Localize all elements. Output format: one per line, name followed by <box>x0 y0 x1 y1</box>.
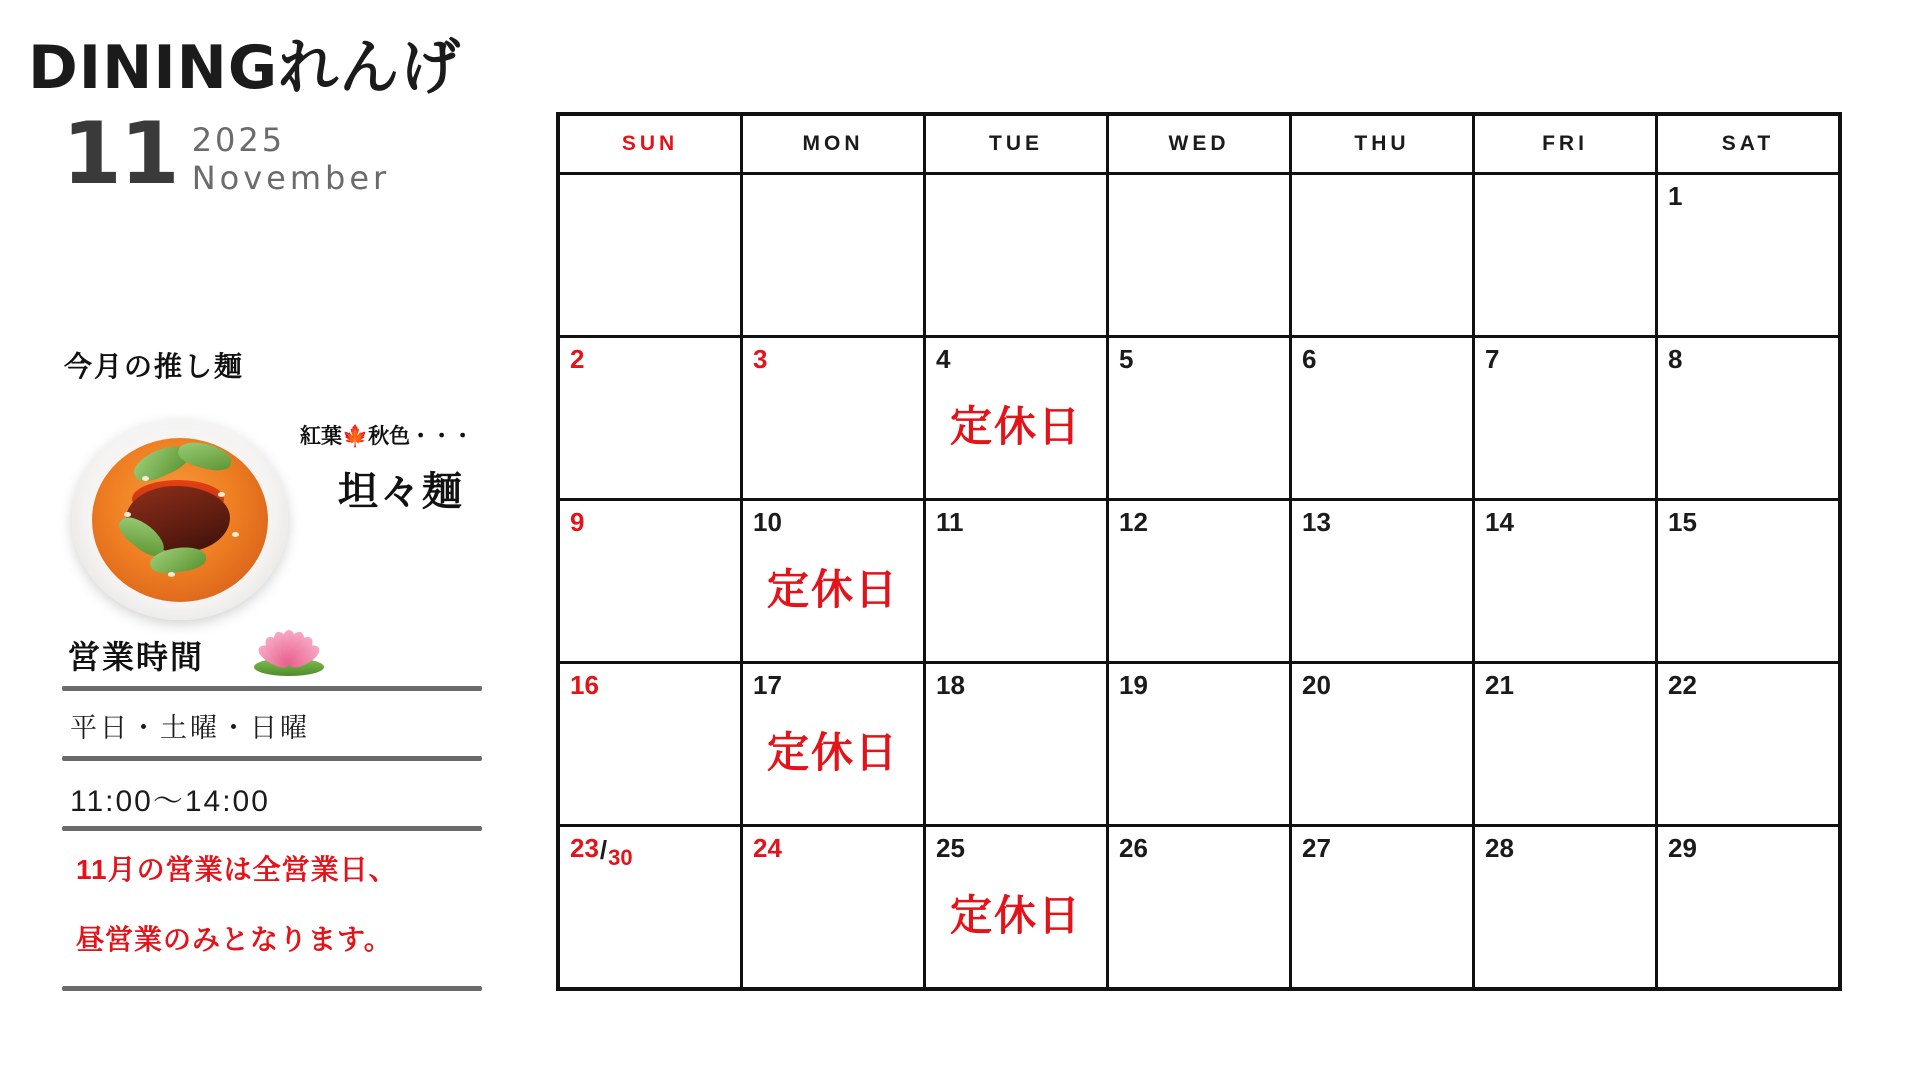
calendar-weekday-header <box>560 116 1838 172</box>
day-number: 20 <box>1302 670 1331 700</box>
day-number: 5 <box>1119 344 1134 374</box>
lotus-flower-icon <box>250 622 328 678</box>
info-panel <box>0 0 540 1080</box>
day-number: 8 <box>1668 344 1683 374</box>
day-number: 14 <box>1485 507 1514 537</box>
day-number: 15 <box>1668 507 1697 537</box>
feature-tagline <box>300 420 473 450</box>
calendar-day-cell[interactable] <box>1109 827 1292 987</box>
hours-days: 平日・土曜・日曜 <box>70 713 310 743</box>
calendar-day-cell[interactable] <box>743 827 926 987</box>
calendar-day-cell[interactable] <box>1658 175 1838 335</box>
calendar-day-cell[interactable] <box>560 664 743 824</box>
calendar-day-cell[interactable] <box>560 827 743 987</box>
calendar-day-cell[interactable] <box>926 338 1109 498</box>
day-number: 22 <box>1668 670 1697 700</box>
day-number-dual <box>570 835 740 871</box>
calendar-day-cell[interactable] <box>1109 664 1292 824</box>
calendar-day-cell[interactable] <box>1475 338 1658 498</box>
day-number: 16 <box>570 670 599 700</box>
day-number: 13 <box>1302 507 1331 537</box>
calendar-day-cell[interactable] <box>1109 338 1292 498</box>
calendar-week-row <box>560 335 1838 498</box>
calendar-week-row <box>560 172 1838 335</box>
feature-tagline-suffix: 秋色・・・ <box>368 425 474 448</box>
calendar-week-row <box>560 824 1838 987</box>
day-number: 3 <box>753 344 768 374</box>
day-number: 26 <box>1119 833 1148 863</box>
day-number: 10 <box>753 507 782 537</box>
calendar-day-cell[interactable] <box>1292 175 1475 335</box>
calendar-day-cell[interactable] <box>926 175 1109 335</box>
day-number: 4 <box>936 344 951 374</box>
month-year: 2025 <box>191 121 286 159</box>
calendar-day-cell[interactable] <box>1292 664 1475 824</box>
maple-leaf-icon: 🍁 <box>342 425 369 448</box>
day-number: 29 <box>1668 833 1697 863</box>
calendar-day-cell[interactable] <box>1475 501 1658 661</box>
calendar-week-row <box>560 498 1838 661</box>
closed-label: 定休日 <box>949 403 1082 450</box>
day-number-secondary: 30 <box>608 845 633 870</box>
calendar-week-row <box>560 661 1838 824</box>
weekday-sat: SAT <box>1721 132 1775 155</box>
day-number: 9 <box>570 507 585 537</box>
hours-time: 11:00〜14:00 <box>70 785 270 818</box>
hours-heading: 営業時間 <box>68 639 205 675</box>
calendar-day-cell[interactable] <box>1475 664 1658 824</box>
calendar-day-cell[interactable] <box>1292 338 1475 498</box>
day-number: 23 <box>570 833 599 863</box>
weekday-thu: THU <box>1292 116 1475 172</box>
calendar-day-cell[interactable] <box>743 175 926 335</box>
feature-noodle-name: 坦々麺 <box>338 470 464 514</box>
calendar <box>556 112 1842 991</box>
day-number: 12 <box>1119 507 1148 537</box>
notice-line-2: 昼営業のみとなります。 <box>76 924 393 955</box>
calendar-day-cell[interactable] <box>1475 827 1658 987</box>
calendar-day-cell[interactable] <box>1658 338 1838 498</box>
calendar-day-cell[interactable] <box>926 664 1109 824</box>
day-number: 19 <box>1119 670 1148 700</box>
weekday-mon: MON <box>743 116 926 172</box>
day-number: 11 <box>936 507 964 537</box>
closed-label: 定休日 <box>949 892 1082 939</box>
day-number: 24 <box>753 833 782 863</box>
calendar-day-cell[interactable] <box>926 827 1109 987</box>
calendar-day-cell[interactable] <box>1475 175 1658 335</box>
calendar-day-cell[interactable] <box>560 338 743 498</box>
weekday-tue: TUE <box>926 116 1109 172</box>
calendar-day-cell[interactable] <box>1109 501 1292 661</box>
divider-1 <box>62 686 482 691</box>
calendar-day-cell[interactable] <box>1658 827 1838 987</box>
calendar-day-cell[interactable] <box>560 175 743 335</box>
divider-4 <box>62 986 482 991</box>
day-number: 28 <box>1485 833 1514 863</box>
day-number: 2 <box>570 344 585 374</box>
tantanmen-bowl-icon <box>72 420 288 620</box>
day-number: 25 <box>936 833 965 863</box>
day-number: 21 <box>1485 670 1514 700</box>
calendar-day-cell[interactable] <box>1292 501 1475 661</box>
month-name: November <box>191 158 391 197</box>
closed-label: 定休日 <box>766 566 899 613</box>
month-number: 11 <box>62 104 178 204</box>
divider-3 <box>62 826 482 831</box>
day-number: 27 <box>1302 833 1331 863</box>
calendar-day-cell[interactable] <box>743 664 926 824</box>
brand-title: DININGれんげ <box>28 33 462 103</box>
weekday-wed: WED <box>1109 116 1292 172</box>
calendar-day-cell[interactable] <box>1658 501 1838 661</box>
calendar-day-cell[interactable] <box>926 501 1109 661</box>
closed-label: 定休日 <box>766 729 899 776</box>
day-number: 17 <box>753 670 782 700</box>
day-number: 6 <box>1302 344 1317 374</box>
feature-tagline-prefix: 紅葉 <box>300 425 342 448</box>
weekday-sun: SUN <box>560 116 743 172</box>
day-number: 7 <box>1485 344 1500 374</box>
calendar-day-cell[interactable] <box>1658 664 1838 824</box>
calendar-day-cell[interactable] <box>1109 175 1292 335</box>
calendar-day-cell[interactable] <box>743 501 926 661</box>
calendar-day-cell[interactable] <box>560 501 743 661</box>
day-number: 1 <box>1668 181 1683 211</box>
notice-line-1: 11月の営業は全営業日、 <box>76 854 398 885</box>
day-separator: / <box>599 835 608 865</box>
calendar-day-cell[interactable] <box>1292 827 1475 987</box>
calendar-day-cell[interactable] <box>743 338 926 498</box>
month-heading <box>62 104 391 204</box>
weekday-fri: FRI <box>1475 116 1658 172</box>
feature-label: 今月の推し麺 <box>64 351 245 382</box>
day-number: 18 <box>936 670 965 700</box>
divider-2 <box>62 756 482 761</box>
